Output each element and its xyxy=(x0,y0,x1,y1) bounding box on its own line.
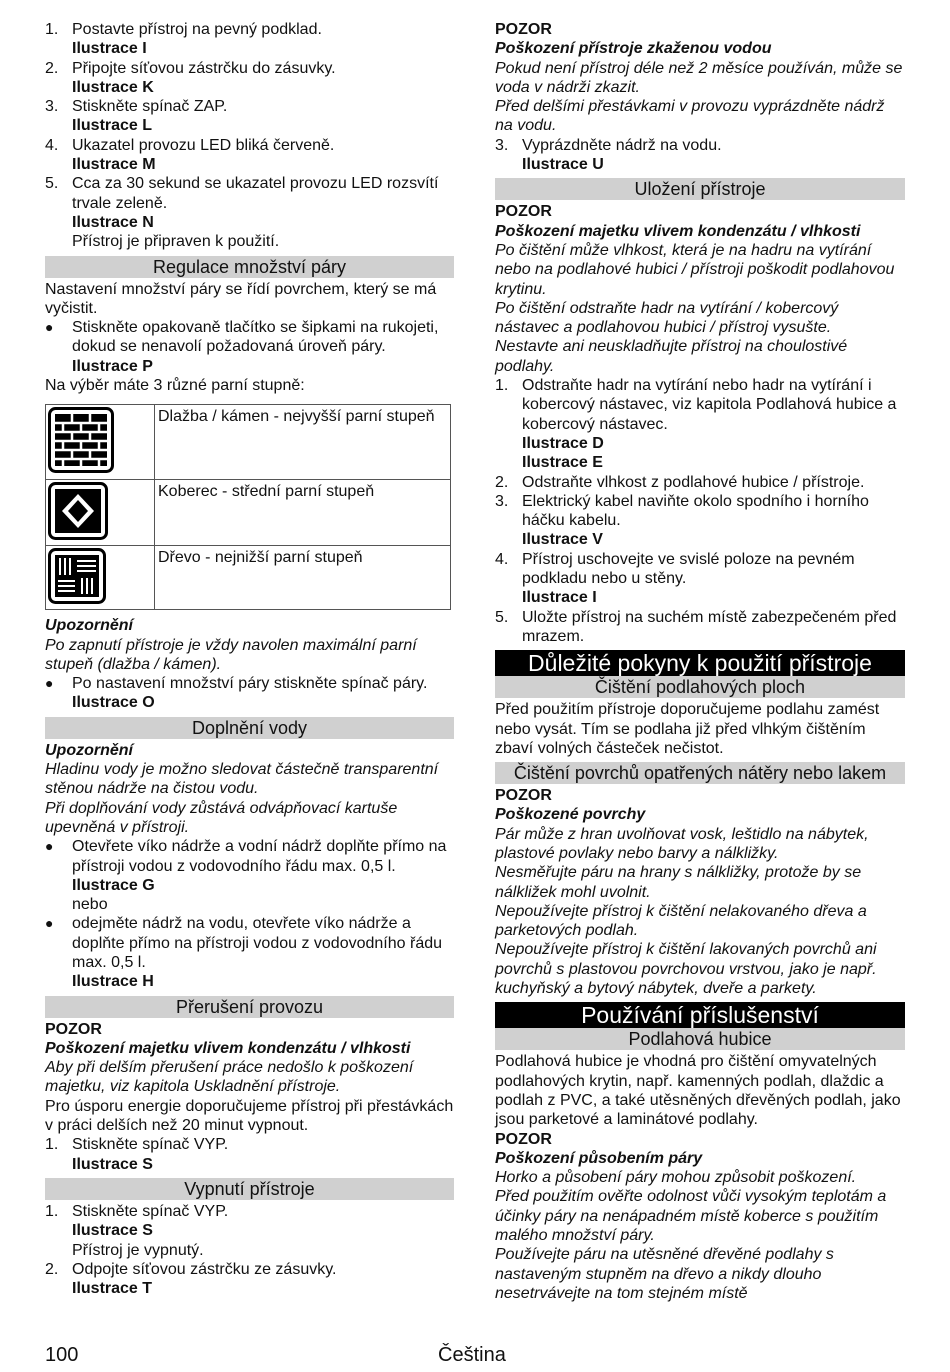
item-number: 3. xyxy=(495,492,509,510)
item-number: 3. xyxy=(495,136,509,154)
item-text: Uložte přístroj na suchém místě zabezpečeném před mrazem. xyxy=(522,608,897,645)
illustration-ref: Ilustrace V xyxy=(522,531,603,549)
table-cell-label: Dřevo - nejnižší parní stupeň xyxy=(155,545,451,609)
warning-label: POZOR xyxy=(495,203,552,221)
illustration-ref: Ilustrace P xyxy=(72,357,153,375)
paragraph: Nastavení množství páry se řídí povrchem, který se má vyčistit. xyxy=(45,280,437,317)
warning-text: Pár může z hran uvolňovat vosk, leštidlo na nábytek, plastové povlaky nebo barvy a nálkližky. xyxy=(495,825,869,862)
illustration-ref: Ilustrace I xyxy=(72,40,147,58)
note-text: Po zapnutí přístroje je vždy navolen maximální parní stupeň (dlažba / kámen). xyxy=(45,636,417,673)
illustration-ref: Ilustrace T xyxy=(72,1280,153,1298)
section-heading-steam: Regulace množství páry xyxy=(45,256,454,278)
steam-level-table xyxy=(45,404,451,610)
wood-parquet-icon xyxy=(48,548,106,604)
note-text: Hladinu vody je možno sledovat částečně transparentní stěnou nádrže na čistou vodu. xyxy=(45,761,439,798)
item-number: 1. xyxy=(45,1136,59,1154)
warning-label: POZOR xyxy=(45,1020,102,1038)
item-result: Přístroj je připraven k použití. xyxy=(72,233,280,251)
illustration-ref: Ilustrace K xyxy=(72,78,154,96)
illustration-ref: Ilustrace S xyxy=(72,1222,153,1240)
list-item xyxy=(45,59,454,98)
bullet-text: Stiskněte opakovaně tlačítko se šipkami na rukojeti, dokud se nenavolí požadovaná úroveň páry. xyxy=(72,319,439,356)
list-item xyxy=(495,473,905,492)
item-text: Připojte síťovou zástrčku do zásuvky. xyxy=(72,59,336,77)
item-number: 5. xyxy=(45,175,59,193)
list-item xyxy=(495,608,905,647)
warning-title: Poškození majetku vlivem kondenzátu / vlhkosti xyxy=(45,1039,411,1057)
item-text: Přístroj uschovejte ve svislé poloze na pevném podkladu nebo u stěny. xyxy=(522,550,855,588)
paragraph: Pro úsporu energie doporučujeme přístroj při přestávkách v práci delších než 20 minut vypnout. xyxy=(45,1097,454,1135)
chapter-heading-accessories: Používání příslušenství xyxy=(495,1002,905,1028)
warning-text: Před delšími přestávkami v provozu vyprázdněte nádrž na vodu. xyxy=(495,98,885,135)
illustration-ref: Ilustrace L xyxy=(72,117,153,135)
item-text: Stiskněte spínač VYP. xyxy=(72,1136,229,1154)
table-row xyxy=(46,479,451,545)
note-title: Upozornění xyxy=(45,741,133,759)
section-heading-interrupt: Přerušení provozu xyxy=(45,996,454,1018)
table-row xyxy=(46,545,451,609)
illustration-ref: Ilustrace O xyxy=(72,694,155,712)
illustration-ref: Ilustrace M xyxy=(72,156,156,174)
item-number: 1. xyxy=(495,377,509,395)
warning-label: POZOR xyxy=(495,1130,552,1148)
warning-title: Poškození přístroje zkaženou vodou xyxy=(495,40,772,58)
illustration-ref: Ilustrace E xyxy=(522,454,603,472)
item-number: 1. xyxy=(45,21,59,38)
warning-text: Nepoužívejte přístroj k čištění lakovaných povrchů ani povrchů s plastovou povrchovou vrstvou, jako je např. kuchyňský a bytový nábytek, dveře a parkety. xyxy=(495,941,877,998)
item-text: Postavte přístroj na pevný podklad. xyxy=(72,21,322,38)
paragraph: Před použitím přístroje doporučujeme podlahu zamést nebo vysát. Tím se podlaha již před vlhkým čištěním zbaví volných částeček nečistot. xyxy=(495,701,880,757)
warning-text: Horko a působení páry mohou způsobit poškození. xyxy=(495,1169,857,1187)
illustration-ref: Ilustrace H xyxy=(72,973,154,991)
section-heading-floor: Čištění podlahových ploch xyxy=(495,676,905,698)
list-item xyxy=(495,492,905,550)
chapter-heading-important: Důležité pokyny k použití přístroje xyxy=(495,650,905,676)
list-item xyxy=(495,550,905,608)
bullet-item xyxy=(45,914,454,991)
warning-text: Před použitím ověřte odolnost vůči vysokým teplotám a účinky páry na nenápadném místě koberce s použitím malého množství páry. xyxy=(495,1188,887,1245)
item-text: Odpojte síťovou zástrčku ze zásuvky. xyxy=(72,1260,337,1278)
item-text: Cca za 30 sekund se ukazatel provozu LED rozsvítí trvale zeleně. xyxy=(72,175,439,212)
warning-title: Poškození majetku vlivem kondenzátu / vlhkosti xyxy=(495,222,861,240)
item-text: Odstraňte vlhkost z podlahové hubice / přístroje. xyxy=(522,473,865,491)
warning-text: Po čištění může vlhkost, která je na hadru na vytírání nebo na podlahové hubici / přístroji poškodit podlahovou krytinu. xyxy=(495,241,895,298)
section-heading-coated: Čištění povrchů opatřených nátěry nebo lakem xyxy=(495,762,905,784)
warning-label: POZOR xyxy=(495,787,552,805)
warning-title: Poškozené povrchy xyxy=(495,806,646,824)
bullet-item xyxy=(45,837,454,914)
list-item xyxy=(45,1260,454,1299)
bullet-item xyxy=(45,318,454,376)
item-number: 3. xyxy=(45,98,59,116)
list-item xyxy=(45,1135,454,1174)
left-column xyxy=(45,20,454,1298)
list-item xyxy=(45,174,454,251)
table-row xyxy=(46,405,451,479)
item-number: 4. xyxy=(45,136,59,154)
list-item xyxy=(45,1202,454,1260)
item-number: 5. xyxy=(495,608,509,626)
warning-text: Nestavte ani neuskladňujte přístroj na choulostivé podlahy. xyxy=(495,338,848,375)
carpet-diamond-icon xyxy=(48,482,108,540)
item-number: 2. xyxy=(45,1260,59,1278)
item-text: Vyprázdněte nádrž na vodu. xyxy=(522,136,722,154)
page-number: 100 xyxy=(45,1344,79,1366)
footer-language: Čeština xyxy=(438,1344,506,1366)
table-cell-label: Koberec - střední parní stupeň xyxy=(155,479,451,545)
section-heading-water: Doplnění vody xyxy=(45,717,454,739)
item-number: 2. xyxy=(495,473,509,491)
list-item xyxy=(495,136,905,175)
list-item xyxy=(45,136,454,175)
warning-text: Používejte páru na utěsněné dřevěné podlahy s nastaveným stupněm na dřevo a nikdy dlouho nesetrvávejte na tom stejném místě xyxy=(495,1246,834,1302)
note-text: Při doplňování vody zůstává odvápňovací kartuše upevněná v přístroji. xyxy=(45,799,398,836)
item-text: Stiskněte spínač VYP. xyxy=(72,1202,229,1220)
section-heading-storage: Uložení přístroje xyxy=(495,178,905,200)
bullet-text: Po nastavení množství páry stiskněte spínač páry. xyxy=(72,675,428,693)
brick-wall-icon xyxy=(48,407,114,473)
warning-title: Poškození působením páry xyxy=(495,1149,703,1167)
table-cell-label: Dlažba / kámen - nejvyšší parní stupeň xyxy=(155,405,451,479)
bullet-text: odejměte nádrž na vodu, otevřete víko nádrže a doplňte přímo na přístroji vodou z vodovodního řádu max. 0,5 l. xyxy=(72,915,443,971)
item-text: Stiskněte spínač ZAP. xyxy=(72,98,228,116)
illustration-ref: Ilustrace G xyxy=(72,876,155,894)
bullet-icon: ● xyxy=(45,319,54,336)
bullet-icon: ● xyxy=(45,838,54,855)
warning-text: Nesměřujte páru na hrany s nálkližky, protože by se nálkližek mohl uvolnit. xyxy=(495,864,862,901)
note-title: Upozornění xyxy=(45,617,133,635)
item-text: Elektrický kabel naviňte okolo spodního i horního háčku kabelu. xyxy=(522,492,869,530)
bullet-icon: ● xyxy=(45,675,54,692)
illustration-ref: Ilustrace N xyxy=(72,213,154,231)
paragraph: Na výběr máte 3 různé parní stupně: xyxy=(45,377,305,395)
item-number: 4. xyxy=(495,550,509,568)
table-cell-icon xyxy=(46,479,155,545)
illustration-ref: Ilustrace S xyxy=(72,1155,153,1173)
right-column xyxy=(495,20,905,1303)
section-heading-nozzle: Podlahová hubice xyxy=(495,1028,905,1050)
paragraph: Podlahová hubice je vhodná pro čištění omyvatelných podlahových krytin, např. kamenných podlah, dlaždic a podlah z PVC, a také utěsněných dřevěných podlah, jako jsou parketové a laminátové podlahy. xyxy=(495,1053,901,1129)
item-text: Ukazatel provozu LED bliká červeně. xyxy=(72,136,335,154)
item-text: Odstraňte hadr na vytírání nebo hadr na vytírání i kobercový nástavec, viz kapitola Podlahová hubice a kobercový nástavec. xyxy=(522,377,897,433)
list-item xyxy=(45,20,454,59)
or-text: nebo xyxy=(72,896,108,914)
section-heading-off: Vypnutí přístroje xyxy=(45,1178,454,1200)
warning-text: Nepoužívejte přístroj k čištění nelakovaného dřeva a parketových podlah. xyxy=(495,902,867,940)
warning-text: Pokud není přístroj déle než 2 měsíce používán, může se voda v nádrži zkazit. xyxy=(495,59,903,96)
illustration-ref: Ilustrace U xyxy=(522,156,604,174)
list-item xyxy=(45,97,454,136)
bullet-text: Otevřete víko nádrže a vodní nádrž doplňte přímo na přístroji vodou z vodovodního řádu max. 0,5 l. xyxy=(72,838,447,875)
table-cell-icon xyxy=(46,545,155,609)
list-item xyxy=(495,376,905,472)
item-number: 1. xyxy=(45,1202,59,1220)
bullet-item xyxy=(45,674,454,713)
table-cell-icon xyxy=(46,405,155,479)
illustration-ref: Ilustrace I xyxy=(522,589,597,607)
illustration-ref: Ilustrace D xyxy=(522,434,604,452)
warning-text: Aby při delším přerušení práce nedošlo k poškození majetku, viz kapitola Uskladnění přístroje. xyxy=(45,1059,414,1096)
bullet-icon: ● xyxy=(45,915,54,932)
warning-text: Po čištění odstraňte hadr na vytírání / kobercový nástavec a podlahovou hubici / přístroj vysušte. xyxy=(495,299,839,337)
item-result: Přístroj je vypnutý. xyxy=(72,1241,204,1259)
item-number: 2. xyxy=(45,59,59,77)
warning-label: POZOR xyxy=(495,21,552,38)
